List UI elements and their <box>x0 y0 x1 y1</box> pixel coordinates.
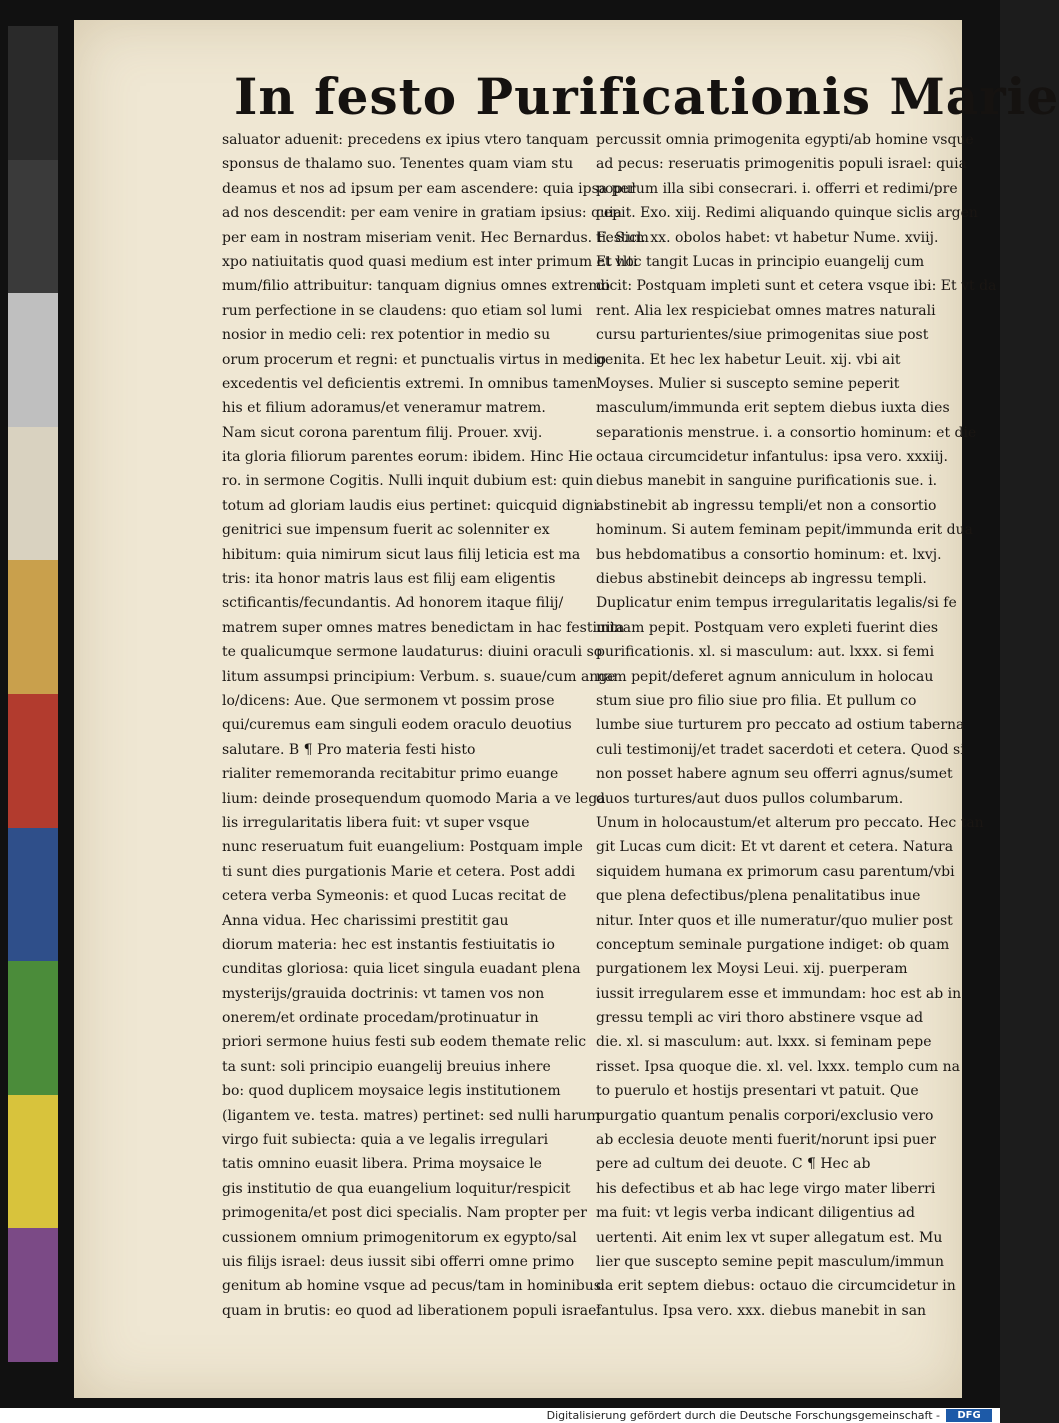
text-line: cetera verba Symeonis: et quod Lucas recitat de <box>222 888 567 905</box>
text-line: nunc reseruatum fuit euangelium: Postquam imple <box>222 839 583 856</box>
text-line: lier que suscepto semine pepit masculum/immun <box>596 1253 945 1270</box>
text-line: his et filium adoramus/et veneramur matrem. <box>222 400 546 417</box>
text-line: quam in brutis: eo quod ad liberationem populi israel <box>222 1302 601 1319</box>
text-line: octaua circumcidetur infantulus: ipsa vero. xxxiij. <box>596 449 948 466</box>
text-line: Duplicatur enim tempus irregularitatis legalis/si fe <box>596 595 957 612</box>
text-line: onerem/et ordinate procedam/protinuatur in <box>222 1010 539 1027</box>
text-line: ta sunt: soli principio euangelij breuius inhere <box>222 1058 551 1075</box>
text-line: per eam in nostram miseriam venit. Hec Bernardus. Festum <box>222 229 649 246</box>
text-line: lo/dicens: Aue. Que sermonem vt possim prose <box>222 692 555 709</box>
text-line: lium: deinde prosequendum quomodo Maria a ve lega <box>222 790 606 807</box>
text-line: xpo natiuitatis quod quasi medium est inter primum et vlti <box>222 253 638 270</box>
text-line: tatis omnino euasit libera. Prima moysaice le <box>222 1156 542 1173</box>
color-swatch <box>8 427 58 561</box>
text-line: diebus abstinebit deinceps ab ingressu templi. <box>596 571 927 588</box>
text-line: cussionem omnium primogenitorum ex egypto/sal <box>222 1229 577 1246</box>
text-line: gis institutio de qua euangelium loquitur/respicit <box>222 1180 571 1197</box>
text-line: (ligantem ve. testa. matres) pertinet: sed nulli harum <box>222 1107 601 1124</box>
text-line: culi testimonij/et tradet sacerdoti et cetera. Quod si <box>596 741 965 758</box>
text-line: matrem super omnes matres benedictam in hac festiuita <box>222 619 625 636</box>
text-line: die. xl. si masculum: aut. lxxx. si feminam pepe <box>596 1034 932 1051</box>
dfg-logo: DFG <box>946 1409 992 1422</box>
text-line: genitum ab homine vsque ad pecus/tam in hominibus <box>222 1278 601 1295</box>
funding-credit: Digitalisierung gefördert durch die Deutsche Forschungsgemeinschaft - <box>546 1409 940 1422</box>
text-line: uertenti. Ait enim lex vt super allegatum est. Mu <box>596 1229 943 1246</box>
text-line: mysterijs/grauida doctrinis: vt tamen vos non <box>222 985 545 1002</box>
text-line: risset. Ipsa quoque die. xl. vel. lxxx. templo cum na <box>596 1058 960 1075</box>
text-line: git Lucas cum dicit: Et vt darent et cetera. Natura <box>596 839 954 856</box>
text-line: Nam sicut corona parentum filij. Prouer. xvij. <box>222 424 543 441</box>
text-column-left <box>222 128 649 1323</box>
text-line: Unum in holocaustum/et alterum pro peccato. Hec tan <box>596 814 984 831</box>
text-line: que plena defectibus/plena penalitatibus inue <box>596 888 921 905</box>
color-swatch <box>8 560 58 694</box>
text-line: priori sermone huius festi sub eodem themate relic <box>222 1034 587 1051</box>
text-line: saluator aduenit: precedens ex ipius vtero tanquam <box>222 132 589 148</box>
text-line: ad nos descendit: per eam venire in gratiam ipsius: quia <box>222 205 622 222</box>
color-calibration-strip <box>8 26 58 1362</box>
text-line: siquidem humana ex primorum casu parentum/vbi <box>596 863 955 880</box>
text-line: sponsus de thalamo suo. Tenentes quam viam stu <box>222 156 574 173</box>
text-line: qui/curemus eam singuli eodem oraculo deuotius <box>222 717 572 734</box>
text-line: nosior in medio celi: rex potentior in medio su <box>222 327 551 344</box>
color-swatch <box>8 694 58 828</box>
color-swatch <box>8 160 58 294</box>
text-line: rent. Alia lex respiciebat omnes matres naturali <box>596 302 936 319</box>
text-line: dicit: Postquam impleti sunt et cetera vsque ibi: Et vt da <box>596 278 997 295</box>
text-line: hibitum: quia nimirum sicut laus filij leticia est ma <box>222 546 581 563</box>
text-line: ti sunt dies purgationis Marie et cetera. Post addi <box>222 863 576 880</box>
text-line: salutare. B ¶ Pro materia festi histo <box>222 741 476 758</box>
text-line: minam pepit. Postquam vero expleti fuerint dies <box>596 619 939 636</box>
text-line: bo: quod duplicem moysaice legis institutionem <box>222 1083 561 1100</box>
text-line: his defectibus et ab hac lege virgo mater liberri <box>596 1180 936 1197</box>
text-line: ad pecus: reseruatis primogenitis populi israel: quia <box>596 156 967 173</box>
text-line: ro. in sermone Cogitis. Nulli inquit dubium est: quin <box>222 473 594 490</box>
text-line: to puerulo et hostijs presentari vt patuit. Que <box>596 1083 919 1100</box>
text-line: deamus et nos ad ipsum per eam ascendere: quia ipsa per <box>222 180 636 197</box>
text-line: Anna vidua. Hec charissimi prestitit gau <box>222 912 509 929</box>
text-line: totum ad gloriam laudis eius pertinet: quicquid digni <box>222 497 598 514</box>
text-line: abstinebit ab ingressu templi/et non a consortio <box>596 497 937 514</box>
text-line: purificationis. xl. si masculum: aut. lxxx. si femi <box>596 644 935 661</box>
color-swatch <box>8 828 58 962</box>
text-line: separationis menstrue. i. a consortio hominum: et die <box>596 424 977 441</box>
text-line: hominum. Si autem feminam pepit/immunda erit dua <box>596 522 973 539</box>
text-line: rum perfectione in se claudens: quo etiam sol lumi <box>222 302 583 319</box>
text-line: fantulus. Ipsa vero. xxx. diebus manebit in san <box>596 1302 927 1319</box>
text-line: genita. Et hec lex habetur Leuit. xij. vbi ait <box>596 351 901 368</box>
running-head: In festo Purificationis Marie <box>234 67 1059 126</box>
text-line: cursu parturientes/siue primogenitas siue post <box>596 327 929 344</box>
text-line: genitrici sue impensum fuerit ac solenniter ex <box>222 522 550 539</box>
text-line: lumbe siue turturem pro peccato ad ostium taberna <box>596 717 965 734</box>
color-swatch <box>8 1095 58 1229</box>
text-line: diebus manebit in sanguine purificationis sue. i. <box>596 473 938 490</box>
footer-bar <box>0 1408 1000 1423</box>
text-line: purgatio quantum penalis corpori/exclusio vero <box>596 1107 934 1124</box>
text-line: tris: ita honor matris laus est filij eam eligentis <box>222 571 556 588</box>
text-line: Et hoc tangit Lucas in principio euangelij cum <box>596 253 925 270</box>
text-line: cepit. Exo. xiij. Redimi aliquando quinque siclis argen <box>596 205 978 222</box>
text-line: cunditas gloriosa: quia licet singula euadant plena <box>222 961 581 978</box>
text-line: bus hebdomatibus a consortio hominum: et. lxvj. <box>596 546 942 563</box>
text-line: populum illa sibi consecrari. i. offerri et redimi/pre <box>596 180 958 197</box>
color-swatch <box>8 293 58 427</box>
text-line: nam pepit/deferet agnum anniculum in holocau <box>596 668 934 685</box>
text-line: lis irregularitatis libera fuit: vt super vsque <box>222 814 530 831</box>
text-line: nitur. Inter quos et ille numeratur/quo mulier post <box>596 912 953 929</box>
text-line: ma fuit: vt legis verba indicant diligentius ad <box>596 1205 915 1222</box>
text-line: iussit irregularem esse et immundam: hoc est ab in <box>596 985 962 1002</box>
text-line: orum procerum et regni: et punctualis virtus in medio <box>222 351 606 368</box>
text-line: sctificantis/fecundantis. Ad honorem itaque filij/ <box>222 595 564 612</box>
text-line: Moyses. Mulier si suscepto semine peperit <box>596 375 900 392</box>
text-line: ab ecclesia deuote menti fuerit/norunt ipsi puer <box>596 1132 936 1149</box>
text-line: duos turtures/aut duos pullos columbarum. <box>596 790 904 807</box>
text-line: da erit septem diebus: octauo die circumcidetur in <box>596 1278 956 1295</box>
color-swatch <box>8 26 58 160</box>
text-line: stum siue pro filio siue pro filia. Et pullum co <box>596 692 917 709</box>
text-line: gressu templi ac viri thoro abstinere vsque ad <box>596 1010 924 1027</box>
text-line: pere ad cultum dei deuote. C ¶ Hec ab <box>596 1156 871 1173</box>
text-line: primogenita/et post dici specialis. Nam propter per <box>222 1205 587 1222</box>
color-swatch <box>8 961 58 1095</box>
text-line: virgo fuit subiecta: quia a ve legalis irregulari <box>222 1132 549 1149</box>
text-line: rialiter rememoranda recitabitur primo euange <box>222 766 559 783</box>
text-line: uis filijs israel: deus iussit sibi offerri omne primo <box>222 1253 575 1270</box>
text-line: non posset habere agnum seu offerri agnus/sumet <box>596 766 953 783</box>
text-line: diorum materia: hec est instantis festiuitatis io <box>222 936 555 953</box>
text-line: mum/filio attribuitur: tanquam dignius omnes extremo <box>222 278 610 295</box>
text-line: percussit omnia primogenita egypti/ab homine vsque <box>596 132 974 148</box>
text-line: ti. Sicl. xx. obolos habet: vt habetur Nume. xviij. <box>596 229 939 246</box>
text-line: ita gloria filiorum parentes eorum: ibidem. Hinc Hie <box>222 449 593 466</box>
text-line: conceptum seminale purgatione indiget: ob quam <box>596 936 950 953</box>
text-line: excedentis vel deficientis extremi. In omnibus tamen <box>222 375 598 392</box>
text-line: litum assumpsi principium: Verbum. s. suaue/cum ange <box>222 668 616 685</box>
color-swatch <box>8 1228 58 1362</box>
text-line: purgationem lex Moysi Leui. xij. puerperam <box>596 961 908 978</box>
text-column-right <box>596 128 997 1323</box>
text-line: masculum/immunda erit septem diebus iuxta dies <box>596 400 950 417</box>
text-line: te qualicumque sermone laudaturus: diuini oraculi so <box>222 644 603 661</box>
